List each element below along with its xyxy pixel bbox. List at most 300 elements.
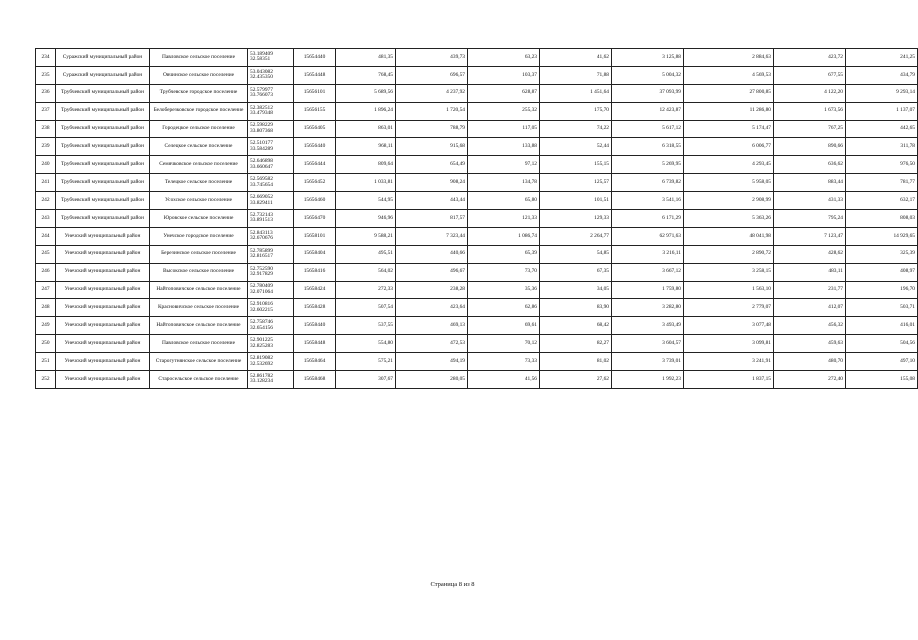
value-cell-8: 976,50 xyxy=(846,156,918,174)
latitude: 52.732143 xyxy=(250,211,273,218)
settlement-cell: Белоберезковское городское поселение xyxy=(150,102,248,120)
value-cell-1: 481,35 xyxy=(336,49,396,67)
value-cell-7: 636,62 xyxy=(774,156,846,174)
value-cell-3: 41,56 xyxy=(468,371,540,389)
value-cell-3: 65,39 xyxy=(468,245,540,263)
value-cell-8: 325,39 xyxy=(846,245,918,263)
value-cell-8: 241,25 xyxy=(846,49,918,67)
value-cell-2: 439,73 xyxy=(396,49,468,67)
value-cell-1: 537,55 xyxy=(336,317,396,335)
settlement-cell: Найтоповичское сельское поселение xyxy=(150,317,248,335)
value-cell-5: 62 971,63 xyxy=(612,227,684,245)
value-cell-2: 496,67 xyxy=(396,263,468,281)
data-table xyxy=(35,48,918,389)
coordinates-cell xyxy=(248,138,294,156)
district-cell: Унечский муниципальный район xyxy=(56,335,150,353)
row-number: 246 xyxy=(36,263,56,281)
value-cell-5: 3 125,88 xyxy=(612,49,684,67)
table-row xyxy=(36,174,918,192)
value-cell-4: 155,15 xyxy=(540,156,612,174)
value-cell-8: 632,17 xyxy=(846,192,918,210)
value-cell-3: 121,33 xyxy=(468,210,540,228)
latitude: 52.669052 xyxy=(250,193,273,200)
oktmo-code-cell: 15656452 xyxy=(294,174,336,192)
latitude: 52.861782 xyxy=(250,372,273,379)
value-cell-7: 483,11 xyxy=(774,263,846,281)
value-cell-1: 809,64 xyxy=(336,156,396,174)
value-cell-7: 795,24 xyxy=(774,210,846,228)
coordinates-cell xyxy=(248,66,294,84)
latitude: 52.910816 xyxy=(250,301,273,308)
value-cell-7: 883,44 xyxy=(774,174,846,192)
value-cell-1: 768,45 xyxy=(336,66,396,84)
value-cell-5: 3 216,11 xyxy=(612,245,684,263)
value-cell-3: 63,23 xyxy=(468,49,540,67)
value-cell-1: 575,21 xyxy=(336,353,396,371)
value-cell-6: 2 779,07 xyxy=(684,299,774,317)
value-cell-1: 1 033,81 xyxy=(336,174,396,192)
value-cell-3: 117,05 xyxy=(468,120,540,138)
value-cell-6: 5 958,05 xyxy=(684,174,774,192)
value-cell-7: 7 123,47 xyxy=(774,227,846,245)
table-row xyxy=(36,120,918,138)
value-cell-6: 5 174,47 xyxy=(684,120,774,138)
table-row xyxy=(36,66,918,84)
row-number: 242 xyxy=(36,192,56,210)
value-cell-2: 423,64 xyxy=(396,299,468,317)
coordinates-cell xyxy=(248,84,294,102)
table-row xyxy=(36,299,918,317)
value-cell-6: 3 241,91 xyxy=(684,353,774,371)
latitude: 52.758746 xyxy=(250,319,273,326)
value-cell-4: 82,27 xyxy=(540,335,612,353)
value-cell-8: 155,08 xyxy=(846,371,918,389)
longitude: 33.745654 xyxy=(250,181,273,188)
value-cell-8: 416,01 xyxy=(846,317,918,335)
value-cell-2: 817,57 xyxy=(396,210,468,228)
settlement-cell: Селецкое сельское поселение xyxy=(150,138,248,156)
value-cell-5: 3 667,12 xyxy=(612,263,684,281)
settlement-cell: Унечское городское поселение xyxy=(150,227,248,245)
value-cell-5: 6 171,29 xyxy=(612,210,684,228)
row-number: 251 xyxy=(36,353,56,371)
district-cell: Трубчевский муниципальный район xyxy=(56,102,150,120)
value-cell-2: 440,66 xyxy=(396,245,468,263)
value-cell-6: 2 884,63 xyxy=(684,49,774,67)
row-number: 250 xyxy=(36,335,56,353)
value-cell-5: 1 992,23 xyxy=(612,371,684,389)
row-number: 235 xyxy=(36,66,56,84)
settlement-cell: Семячковское сельское поселение xyxy=(150,156,248,174)
value-cell-8: 504,56 xyxy=(846,335,918,353)
district-cell: Унечский муниципальный район xyxy=(56,281,150,299)
value-cell-2: 915,68 xyxy=(396,138,468,156)
longitude: 32.670676 xyxy=(250,235,273,242)
value-cell-7: 231,77 xyxy=(774,281,846,299)
oktmo-code-cell: 15658404 xyxy=(294,245,336,263)
row-number: 245 xyxy=(36,245,56,263)
table-row xyxy=(36,192,918,210)
latitude: 52.785899 xyxy=(250,247,273,254)
value-cell-1: 9 588,21 xyxy=(336,227,396,245)
longitude: 32.654156 xyxy=(250,324,273,331)
value-cell-7: 890,66 xyxy=(774,138,846,156)
value-cell-4: 1 451,64 xyxy=(540,84,612,102)
value-cell-1: 564,02 xyxy=(336,263,396,281)
value-cell-1: 1 896,24 xyxy=(336,102,396,120)
latitude: 53.043082 xyxy=(250,68,273,75)
value-cell-5: 1 759,80 xyxy=(612,281,684,299)
value-cell-5: 5 004,32 xyxy=(612,66,684,84)
row-number: 243 xyxy=(36,210,56,228)
value-cell-4: 27,62 xyxy=(540,371,612,389)
oktmo-code-cell: 15658101 xyxy=(294,227,336,245)
value-cell-3: 134,78 xyxy=(468,174,540,192)
oktmo-code-cell: 15656405 xyxy=(294,120,336,138)
settlement-cell: Найтоповичское сельское поселение xyxy=(150,281,248,299)
value-cell-3: 70,12 xyxy=(468,335,540,353)
settlement-cell: Трубчевское городское поселение xyxy=(150,84,248,102)
value-cell-6: 48 041,98 xyxy=(684,227,774,245)
longitude: 32.435350 xyxy=(250,74,273,81)
value-cell-4: 67,35 xyxy=(540,263,612,281)
value-cell-6: 6 006,77 xyxy=(684,138,774,156)
value-cell-1: 863,01 xyxy=(336,120,396,138)
value-cell-1: 507,54 xyxy=(336,299,396,317)
value-cell-6: 11 286,80 xyxy=(684,102,774,120)
settlement-cell: Юровское сельское поселение xyxy=(150,210,248,228)
value-cell-5: 3 493,49 xyxy=(612,317,684,335)
latitude: 52.819082 xyxy=(250,354,273,361)
district-cell: Трубчевский муниципальный район xyxy=(56,84,150,102)
latitude: 52.752590 xyxy=(250,265,273,272)
oktmo-code-cell: 15656440 xyxy=(294,138,336,156)
value-cell-4: 101,51 xyxy=(540,192,612,210)
row-number: 252 xyxy=(36,371,56,389)
value-cell-4: 68,42 xyxy=(540,317,612,335)
latitude: 52.569582 xyxy=(250,176,273,183)
oktmo-code-cell: 15658468 xyxy=(294,371,336,389)
longitude: 33.128234 xyxy=(250,378,273,385)
value-cell-5: 3 541,16 xyxy=(612,192,684,210)
oktmo-code-cell: 15658424 xyxy=(294,281,336,299)
value-cell-5: 12 423,87 xyxy=(612,102,684,120)
value-cell-4: 125,57 xyxy=(540,174,612,192)
district-cell: Суражский муниципальный район xyxy=(56,49,150,67)
table-row xyxy=(36,227,918,245)
table-row xyxy=(36,245,918,263)
value-cell-2: 280,05 xyxy=(396,371,468,389)
longitude: 32.816517 xyxy=(250,253,273,260)
district-cell: Трубчевский муниципальный район xyxy=(56,156,150,174)
value-cell-3: 73,33 xyxy=(468,353,540,371)
coordinates-cell xyxy=(248,281,294,299)
oktmo-code-cell: 15658464 xyxy=(294,353,336,371)
value-cell-2: 443,44 xyxy=(396,192,468,210)
district-cell: Трубчевский муниципальный район xyxy=(56,174,150,192)
value-cell-8: 781,77 xyxy=(846,174,918,192)
coordinates-cell xyxy=(248,353,294,371)
value-cell-6: 2 908,99 xyxy=(684,192,774,210)
table-row xyxy=(36,371,918,389)
district-cell: Унечский муниципальный район xyxy=(56,299,150,317)
settlement-cell: Павловское сельское поселение xyxy=(150,49,248,67)
settlement-cell: Березинское сельское поселение xyxy=(150,245,248,263)
value-cell-7: 412,07 xyxy=(774,299,846,317)
value-cell-2: 238,28 xyxy=(396,281,468,299)
value-cell-4: 129,33 xyxy=(540,210,612,228)
district-cell: Трубчевский муниципальный район xyxy=(56,120,150,138)
value-cell-5: 6 318,55 xyxy=(612,138,684,156)
district-cell: Унечский муниципальный район xyxy=(56,263,150,281)
value-cell-8: 434,79 xyxy=(846,66,918,84)
row-number: 241 xyxy=(36,174,56,192)
value-cell-2: 4 237,92 xyxy=(396,84,468,102)
value-cell-8: 9 293,14 xyxy=(846,84,918,102)
oktmo-code-cell: 15658428 xyxy=(294,299,336,317)
value-cell-5: 37 093,99 xyxy=(612,84,684,102)
settlement-cell: Красновичское сельское поселение xyxy=(150,299,248,317)
value-cell-4: 175,70 xyxy=(540,102,612,120)
district-cell: Трубчевский муниципальный район xyxy=(56,192,150,210)
table-row xyxy=(36,138,918,156)
coordinates-cell xyxy=(248,317,294,335)
oktmo-code-cell: 15658416 xyxy=(294,263,336,281)
latitude: 52.646898 xyxy=(250,158,273,165)
row-number: 240 xyxy=(36,156,56,174)
value-cell-1: 554,80 xyxy=(336,335,396,353)
value-cell-3: 35,36 xyxy=(468,281,540,299)
value-cell-8: 196,70 xyxy=(846,281,918,299)
oktmo-code-cell: 15656470 xyxy=(294,210,336,228)
value-cell-7: 767,25 xyxy=(774,120,846,138)
longitude: 33.660647 xyxy=(250,163,273,170)
value-cell-7: 4 122,20 xyxy=(774,84,846,102)
longitude: 32.917829 xyxy=(250,271,273,278)
value-cell-3: 103,37 xyxy=(468,66,540,84)
value-cell-4: 2 264,77 xyxy=(540,227,612,245)
district-cell: Унечский муниципальный район xyxy=(56,371,150,389)
longitude: 32.58351 xyxy=(250,56,271,63)
row-number: 236 xyxy=(36,84,56,102)
latitude: 52.579977 xyxy=(250,86,273,93)
longitude: 33.479348 xyxy=(250,110,273,117)
table-row xyxy=(36,102,918,120)
row-number: 248 xyxy=(36,299,56,317)
oktmo-code-cell: 15658448 xyxy=(294,335,336,353)
settlement-cell: Старосельское сельское поселение xyxy=(150,371,248,389)
district-cell: Унечский муниципальный район xyxy=(56,227,150,245)
coordinates-cell xyxy=(248,335,294,353)
value-cell-6: 3 099,81 xyxy=(684,335,774,353)
value-cell-4: 54,85 xyxy=(540,245,612,263)
value-cell-8: 311,78 xyxy=(846,138,918,156)
value-cell-7: 431,33 xyxy=(774,192,846,210)
value-cell-4: 34,05 xyxy=(540,281,612,299)
value-cell-3: 69,61 xyxy=(468,317,540,335)
oktmo-code-cell: 15656101 xyxy=(294,84,336,102)
value-cell-7: 428,62 xyxy=(774,245,846,263)
district-cell: Унечский муниципальный район xyxy=(56,245,150,263)
value-cell-1: 544,95 xyxy=(336,192,396,210)
coordinates-cell xyxy=(248,299,294,317)
table-row xyxy=(36,210,918,228)
value-cell-7: 480,70 xyxy=(774,353,846,371)
value-cell-6: 3 258,15 xyxy=(684,263,774,281)
latitude: 52.780409 xyxy=(250,283,273,290)
value-cell-2: 1 720,54 xyxy=(396,102,468,120)
coordinates-cell xyxy=(248,227,294,245)
longitude: 32.825283 xyxy=(250,342,273,349)
table-body xyxy=(36,49,918,389)
value-cell-1: 5 689,56 xyxy=(336,84,396,102)
longitude: 33.807368 xyxy=(250,128,273,134)
coordinates-cell xyxy=(248,156,294,174)
value-cell-6: 27 800,85 xyxy=(684,84,774,102)
district-cell: Трубчевский муниципальный район xyxy=(56,138,150,156)
oktmo-code-cell: 15654440 xyxy=(294,49,336,67)
longitude: 32.071064 xyxy=(250,289,273,296)
oktmo-code-cell: 15656460 xyxy=(294,192,336,210)
value-cell-3: 97,12 xyxy=(468,156,540,174)
value-cell-4: 74,22 xyxy=(540,120,612,138)
longitude: 33.891513 xyxy=(250,217,273,224)
value-cell-6: 5 363,26 xyxy=(684,210,774,228)
value-cell-8: 14 929,65 xyxy=(846,227,918,245)
value-cell-5: 6 739,82 xyxy=(612,174,684,192)
value-cell-6: 4 569,53 xyxy=(684,66,774,84)
coordinates-cell xyxy=(248,120,294,138)
row-number: 234 xyxy=(36,49,56,67)
coordinates-cell xyxy=(248,371,294,389)
value-cell-2: 908,24 xyxy=(396,174,468,192)
coordinates-cell xyxy=(248,102,294,120)
value-cell-2: 494,19 xyxy=(396,353,468,371)
value-cell-6: 1 837,15 xyxy=(684,371,774,389)
value-cell-1: 946,96 xyxy=(336,210,396,228)
value-cell-3: 255,32 xyxy=(468,102,540,120)
value-cell-7: 459,63 xyxy=(774,335,846,353)
value-cell-3: 62,86 xyxy=(468,299,540,317)
value-cell-7: 272,40 xyxy=(774,371,846,389)
settlement-cell: Городецкое сельское поселение xyxy=(150,120,248,138)
settlement-cell: Овчинское сельское поселение xyxy=(150,66,248,84)
value-cell-3: 65,80 xyxy=(468,192,540,210)
row-number: 237 xyxy=(36,102,56,120)
value-cell-2: 696,57 xyxy=(396,66,468,84)
latitude: 53.189409 xyxy=(250,50,273,57)
value-cell-5: 3 739,01 xyxy=(612,353,684,371)
value-cell-7: 456,32 xyxy=(774,317,846,335)
coordinates-cell xyxy=(248,263,294,281)
row-number: 249 xyxy=(36,317,56,335)
table-row xyxy=(36,49,918,67)
oktmo-code-cell: 15654448 xyxy=(294,66,336,84)
coordinates-cell xyxy=(248,192,294,210)
settlement-cell: Усохское сельское поселение xyxy=(150,192,248,210)
value-cell-1: 968,11 xyxy=(336,138,396,156)
value-cell-4: 81,02 xyxy=(540,353,612,371)
settlement-cell: Павловское сельское поселение xyxy=(150,335,248,353)
row-number: 239 xyxy=(36,138,56,156)
oktmo-code-cell: 15656444 xyxy=(294,156,336,174)
value-cell-7: 677,55 xyxy=(774,66,846,84)
coordinates-cell xyxy=(248,174,294,192)
value-cell-8: 1 137,07 xyxy=(846,102,918,120)
value-cell-7: 1 673,56 xyxy=(774,102,846,120)
value-cell-3: 1 086,74 xyxy=(468,227,540,245)
value-cell-2: 654,49 xyxy=(396,156,468,174)
value-cell-5: 5 617,12 xyxy=(612,120,684,138)
row-number: 247 xyxy=(36,281,56,299)
table-row xyxy=(36,317,918,335)
value-cell-5: 3 604,57 xyxy=(612,335,684,353)
longitude: 32.532692 xyxy=(250,360,273,367)
longitude: 33.766073 xyxy=(250,92,273,99)
district-cell: Трубчевский муниципальный район xyxy=(56,210,150,228)
latitude: 52.510177 xyxy=(250,140,273,147)
district-cell: Суражский муниципальный район xyxy=(56,66,150,84)
longitude: 33.829411 xyxy=(250,199,273,206)
row-number: 244 xyxy=(36,227,56,245)
latitude: 52.598229 xyxy=(250,122,273,129)
latitude: 52.843113 xyxy=(250,229,273,236)
value-cell-8: 497,10 xyxy=(846,353,918,371)
value-cell-6: 3 077,48 xyxy=(684,317,774,335)
value-cell-8: 503,71 xyxy=(846,299,918,317)
settlement-cell: Телецкое сельское поселение xyxy=(150,174,248,192)
oktmo-code-cell: 15658440 xyxy=(294,317,336,335)
longitude: 33.584289 xyxy=(250,145,273,152)
value-cell-2: 469,13 xyxy=(396,317,468,335)
value-cell-8: 808,03 xyxy=(846,210,918,228)
table-row xyxy=(36,263,918,281)
value-cell-5: 5 269,95 xyxy=(612,156,684,174)
oktmo-code-cell: 15656155 xyxy=(294,102,336,120)
table-row xyxy=(36,353,918,371)
value-cell-5: 3 282,80 xyxy=(612,299,684,317)
table-row xyxy=(36,281,918,299)
settlement-cell: Высокское сельское поселение xyxy=(150,263,248,281)
value-cell-4: 41,62 xyxy=(540,49,612,67)
value-cell-4: 52,44 xyxy=(540,138,612,156)
table-row xyxy=(36,156,918,174)
value-cell-3: 133,88 xyxy=(468,138,540,156)
longitude: 32.602215 xyxy=(250,306,273,313)
settlement-cell: Старогутнянское сельское поселение xyxy=(150,353,248,371)
table-row xyxy=(36,84,918,102)
value-cell-1: 307,67 xyxy=(336,371,396,389)
page-number: Страница 8 из 8 xyxy=(430,581,475,588)
value-cell-1: 495,51 xyxy=(336,245,396,263)
coordinates-cell xyxy=(248,245,294,263)
row-number: 238 xyxy=(36,120,56,138)
value-cell-7: 423,72 xyxy=(774,49,846,67)
value-cell-1: 272,33 xyxy=(336,281,396,299)
value-cell-3: 628,87 xyxy=(468,84,540,102)
latitude: 52.382512 xyxy=(250,104,273,111)
coordinates-cell xyxy=(248,49,294,67)
value-cell-8: 442,65 xyxy=(846,120,918,138)
value-cell-2: 788,79 xyxy=(396,120,468,138)
table-row xyxy=(36,335,918,353)
value-cell-4: 71,88 xyxy=(540,66,612,84)
value-cell-8: 408,97 xyxy=(846,263,918,281)
value-cell-6: 2 890,72 xyxy=(684,245,774,263)
district-cell: Унечский муниципальный район xyxy=(56,317,150,335)
value-cell-2: 7 323,44 xyxy=(396,227,468,245)
value-cell-3: 73,70 xyxy=(468,263,540,281)
